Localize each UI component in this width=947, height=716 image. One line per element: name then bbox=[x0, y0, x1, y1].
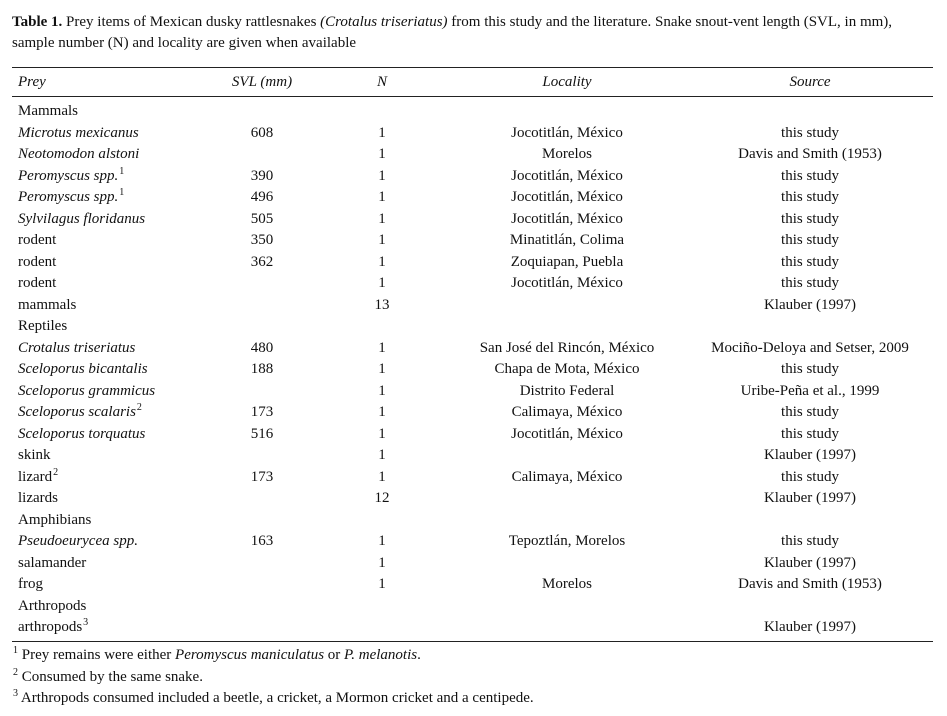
caption-text-after: from this study and the literature. Snake snout-vent length (SVL, in mm), sample number (N) and locality are given when available bbox=[12, 14, 893, 51]
cell-prey bbox=[12, 97, 207, 123]
footnote-2-text: Consumed by the same snake. bbox=[18, 668, 203, 685]
cell-locality: Jocotitlán, México bbox=[511, 275, 623, 291]
cell-svl: 173 bbox=[250, 468, 274, 485]
cell-source bbox=[687, 596, 933, 618]
footnote-mark: 1 bbox=[119, 165, 125, 177]
cell-source: this study bbox=[781, 232, 839, 248]
cell-source: this study bbox=[781, 468, 839, 485]
cell-n bbox=[317, 97, 447, 123]
table-row bbox=[12, 144, 933, 166]
footnote-1-text-before: Prey remains were either bbox=[18, 647, 176, 663]
table-row bbox=[12, 209, 933, 231]
cell-n: 1 bbox=[378, 232, 386, 248]
cell-source: Mociño-Deloya and Setser, 2009 bbox=[711, 339, 909, 356]
cell-prey bbox=[12, 510, 207, 532]
cell-locality: Morelos bbox=[542, 576, 592, 592]
prey-name: Sceloporus torquatus bbox=[18, 425, 146, 442]
cell-svl bbox=[207, 574, 317, 596]
table-row bbox=[12, 230, 933, 252]
prey-name: Pseudoeurycea spp. bbox=[18, 533, 138, 549]
cell-locality: Jocotitlán, México bbox=[511, 167, 623, 184]
table-row bbox=[12, 252, 933, 274]
cell-locality: Chapa de Mota, México bbox=[494, 361, 640, 377]
cell-locality: Jocotitlán, México bbox=[511, 210, 623, 227]
table-row bbox=[12, 316, 933, 338]
table-row bbox=[12, 187, 933, 209]
table-row bbox=[12, 574, 933, 596]
cell-locality: Jocotitlán, México bbox=[511, 425, 623, 442]
cell-prey bbox=[12, 424, 207, 446]
cell-prey bbox=[12, 359, 207, 381]
cell-source: this study bbox=[781, 210, 839, 227]
table-row bbox=[12, 424, 933, 446]
table-row bbox=[12, 123, 933, 145]
cell-source bbox=[687, 97, 933, 123]
table-row bbox=[12, 381, 933, 403]
cell-source: Davis and Smith (1953) bbox=[738, 576, 882, 592]
table-row bbox=[12, 467, 933, 489]
cell-locality bbox=[447, 97, 687, 123]
cell-prey bbox=[12, 273, 207, 295]
cell-locality: San José del Rincón, México bbox=[479, 339, 655, 356]
cell-n: 1 bbox=[378, 468, 386, 485]
header-row bbox=[12, 68, 933, 97]
footnote-3 bbox=[12, 688, 933, 710]
cell-svl bbox=[207, 273, 317, 295]
footnote-2-mark: 2 bbox=[13, 666, 18, 678]
table-row bbox=[12, 402, 933, 424]
cell-svl: 362 bbox=[250, 253, 274, 270]
cell-svl bbox=[207, 596, 317, 618]
cell-n: 1 bbox=[378, 361, 386, 377]
cell-svl: 163 bbox=[250, 533, 274, 549]
footnotes bbox=[12, 645, 933, 710]
cell-source: this study bbox=[781, 189, 839, 205]
table-row bbox=[12, 97, 933, 123]
table-row bbox=[12, 273, 933, 295]
cell-n: 1 bbox=[378, 339, 386, 356]
cell-prey bbox=[12, 295, 207, 317]
cell-source: this study bbox=[781, 253, 839, 270]
cell-n: 1 bbox=[378, 210, 386, 227]
caption-text-before: Prey items of Mexican dusky rattlesnakes bbox=[62, 14, 321, 30]
cell-n: 1 bbox=[378, 124, 386, 141]
cell-prey bbox=[12, 531, 207, 553]
prey-name: rodent bbox=[18, 232, 57, 248]
cell-svl bbox=[207, 381, 317, 403]
cell-source: this study bbox=[781, 124, 839, 141]
footnote-mark: 2 bbox=[53, 466, 59, 478]
table-page bbox=[12, 12, 933, 706]
cell-source bbox=[687, 510, 933, 532]
cell-n bbox=[317, 617, 447, 641]
table-header bbox=[12, 68, 933, 97]
cell-prey bbox=[12, 316, 207, 338]
cell-locality bbox=[447, 488, 687, 510]
table-row bbox=[12, 338, 933, 360]
cell-source: this study bbox=[781, 533, 839, 549]
cell-n: 1 bbox=[378, 189, 386, 205]
prey-table bbox=[12, 67, 933, 642]
cell-prey bbox=[12, 467, 207, 489]
table-row bbox=[12, 531, 933, 553]
footnote-1 bbox=[12, 645, 933, 667]
prey-name: Sceloporus bicantalis bbox=[18, 361, 148, 377]
prey-name: Microtus mexicanus bbox=[18, 124, 139, 141]
cell-source: this study bbox=[781, 275, 839, 291]
cell-svl bbox=[207, 295, 317, 317]
cell-locality: Distrito Federal bbox=[519, 382, 615, 399]
cell-prey bbox=[12, 252, 207, 274]
prey-name: lizard bbox=[18, 468, 53, 485]
prey-name: rodent bbox=[18, 275, 57, 291]
table-row bbox=[12, 359, 933, 381]
footnote-3-text: Arthropods consumed included a beetle, a cricket, a Mormon cricket and a centipede. bbox=[18, 690, 534, 706]
footnote-1-species-2: P. melanotis bbox=[344, 647, 418, 663]
cell-locality: Calimaya, México bbox=[511, 468, 623, 485]
cell-n: 1 bbox=[378, 382, 386, 399]
table-row bbox=[12, 596, 933, 618]
header-svl: SVL (mm) bbox=[231, 73, 293, 90]
cell-svl: 390 bbox=[250, 167, 274, 184]
cell-svl: 173 bbox=[250, 404, 274, 420]
cell-prey bbox=[12, 381, 207, 403]
cell-prey bbox=[12, 166, 207, 188]
cell-locality: Jocotitlán, México bbox=[511, 124, 623, 141]
cell-svl: 350 bbox=[250, 232, 274, 248]
table-row bbox=[12, 510, 933, 532]
cell-source: Davis and Smith (1953) bbox=[738, 146, 882, 162]
prey-name: frog bbox=[18, 576, 43, 592]
cell-prey bbox=[12, 338, 207, 360]
cell-locality: Zoquiapan, Puebla bbox=[510, 253, 624, 270]
prey-name: salamander bbox=[18, 554, 87, 571]
cell-svl bbox=[207, 144, 317, 166]
prey-name: Reptiles bbox=[18, 318, 68, 334]
cell-source: this study bbox=[781, 404, 839, 420]
cell-n: 1 bbox=[378, 576, 386, 592]
caption-species: (Crotalus triseriatus) bbox=[320, 14, 448, 30]
cell-prey bbox=[12, 617, 207, 641]
header-locality: Locality bbox=[542, 73, 592, 90]
cell-svl bbox=[207, 553, 317, 575]
cell-source: this study bbox=[781, 167, 839, 184]
table-row bbox=[12, 617, 933, 641]
cell-locality bbox=[447, 316, 687, 338]
cell-n: 1 bbox=[378, 146, 386, 162]
cell-n: 1 bbox=[378, 404, 386, 420]
cell-svl bbox=[207, 510, 317, 532]
prey-name: Peromyscus spp. bbox=[18, 167, 119, 184]
table-row bbox=[12, 488, 933, 510]
cell-locality: Morelos bbox=[542, 146, 592, 162]
cell-locality bbox=[447, 295, 687, 317]
header-n: N bbox=[376, 73, 387, 90]
cell-source: Klauber (1997) bbox=[763, 447, 857, 463]
prey-name: Sceloporus scalaris bbox=[18, 404, 136, 420]
header-source: Source bbox=[789, 73, 831, 90]
caption-label: Table 1. bbox=[12, 14, 63, 30]
cell-n: 1 bbox=[378, 425, 386, 442]
cell-n: 1 bbox=[378, 554, 386, 571]
prey-name: lizards bbox=[18, 490, 58, 506]
prey-name: Sylvilagus floridanus bbox=[18, 210, 146, 227]
table-row bbox=[12, 445, 933, 467]
cell-locality bbox=[447, 553, 687, 575]
cell-n: 1 bbox=[378, 533, 386, 549]
header-prey: Prey bbox=[18, 73, 46, 90]
cell-source: this study bbox=[781, 425, 839, 442]
table-row bbox=[12, 166, 933, 188]
cell-prey bbox=[12, 230, 207, 252]
footnote-mark: 3 bbox=[83, 617, 89, 628]
footnote-1-species-1: Peromyscus maniculatus bbox=[175, 647, 325, 663]
prey-name: Peromyscus spp. bbox=[18, 189, 119, 205]
cell-n bbox=[317, 316, 447, 338]
footnote-2 bbox=[12, 667, 933, 689]
table-row bbox=[12, 295, 933, 317]
cell-source: Klauber (1997) bbox=[763, 554, 857, 571]
prey-name: rodent bbox=[18, 253, 57, 270]
cell-source: Uribe-Peña et al., 1999 bbox=[740, 382, 880, 399]
prey-name: Neotomodon alstoni bbox=[18, 146, 140, 162]
prey-name: arthropods bbox=[18, 619, 83, 635]
cell-prey bbox=[12, 123, 207, 145]
cell-svl bbox=[207, 97, 317, 123]
cell-n: 1 bbox=[378, 447, 386, 463]
cell-prey bbox=[12, 574, 207, 596]
cell-locality bbox=[447, 445, 687, 467]
footnote-3-mark: 3 bbox=[13, 688, 18, 699]
cell-source: Klauber (1997) bbox=[763, 296, 857, 313]
footnote-1-mark: 1 bbox=[13, 645, 18, 656]
prey-name: Sceloporus grammicus bbox=[18, 382, 156, 399]
cell-source: Klauber (1997) bbox=[763, 490, 857, 506]
prey-name: skink bbox=[18, 447, 51, 463]
cell-n bbox=[317, 510, 447, 532]
cell-prey bbox=[12, 144, 207, 166]
cell-source: Klauber (1997) bbox=[763, 619, 857, 635]
cell-svl bbox=[207, 316, 317, 338]
cell-locality: Calimaya, México bbox=[511, 404, 623, 420]
prey-name: Mammals bbox=[18, 103, 78, 119]
footnote-mark: 2 bbox=[136, 402, 142, 413]
footnote-1-text-after: . bbox=[417, 647, 421, 663]
cell-n: 12 bbox=[374, 490, 390, 506]
cell-locality bbox=[447, 510, 687, 532]
table-caption bbox=[12, 12, 933, 54]
table-row bbox=[12, 553, 933, 575]
cell-svl: 516 bbox=[250, 425, 274, 442]
prey-name: Arthropods bbox=[18, 597, 87, 614]
cell-svl bbox=[207, 488, 317, 510]
cell-prey bbox=[12, 445, 207, 467]
cell-prey bbox=[12, 187, 207, 209]
cell-svl: 188 bbox=[250, 361, 274, 377]
cell-locality: Minatitlán, Colima bbox=[509, 232, 625, 248]
cell-svl: 496 bbox=[250, 189, 274, 205]
table-body bbox=[12, 97, 933, 642]
cell-svl: 505 bbox=[250, 210, 274, 227]
cell-locality: Jocotitlán, México bbox=[511, 189, 623, 205]
cell-locality: Tepoztlán, Morelos bbox=[508, 533, 626, 549]
cell-locality bbox=[447, 596, 687, 618]
cell-svl bbox=[207, 445, 317, 467]
cell-locality bbox=[447, 617, 687, 641]
cell-prey bbox=[12, 402, 207, 424]
prey-name: mammals bbox=[18, 296, 77, 313]
cell-prey bbox=[12, 488, 207, 510]
cell-n: 1 bbox=[378, 253, 386, 270]
cell-prey bbox=[12, 596, 207, 618]
cell-svl: 480 bbox=[250, 339, 274, 356]
cell-svl bbox=[207, 617, 317, 641]
footnote-mark: 1 bbox=[119, 187, 125, 198]
cell-svl: 608 bbox=[250, 124, 274, 141]
cell-n: 1 bbox=[378, 275, 386, 291]
cell-n: 1 bbox=[378, 167, 386, 184]
cell-n: 13 bbox=[374, 296, 390, 313]
cell-n bbox=[317, 596, 447, 618]
cell-prey bbox=[12, 209, 207, 231]
cell-source: this study bbox=[781, 361, 839, 377]
prey-name: Amphibians bbox=[18, 511, 92, 528]
footnote-1-mid: or bbox=[324, 647, 345, 663]
prey-name: Crotalus triseriatus bbox=[18, 339, 136, 356]
cell-source bbox=[687, 316, 933, 338]
cell-prey bbox=[12, 553, 207, 575]
